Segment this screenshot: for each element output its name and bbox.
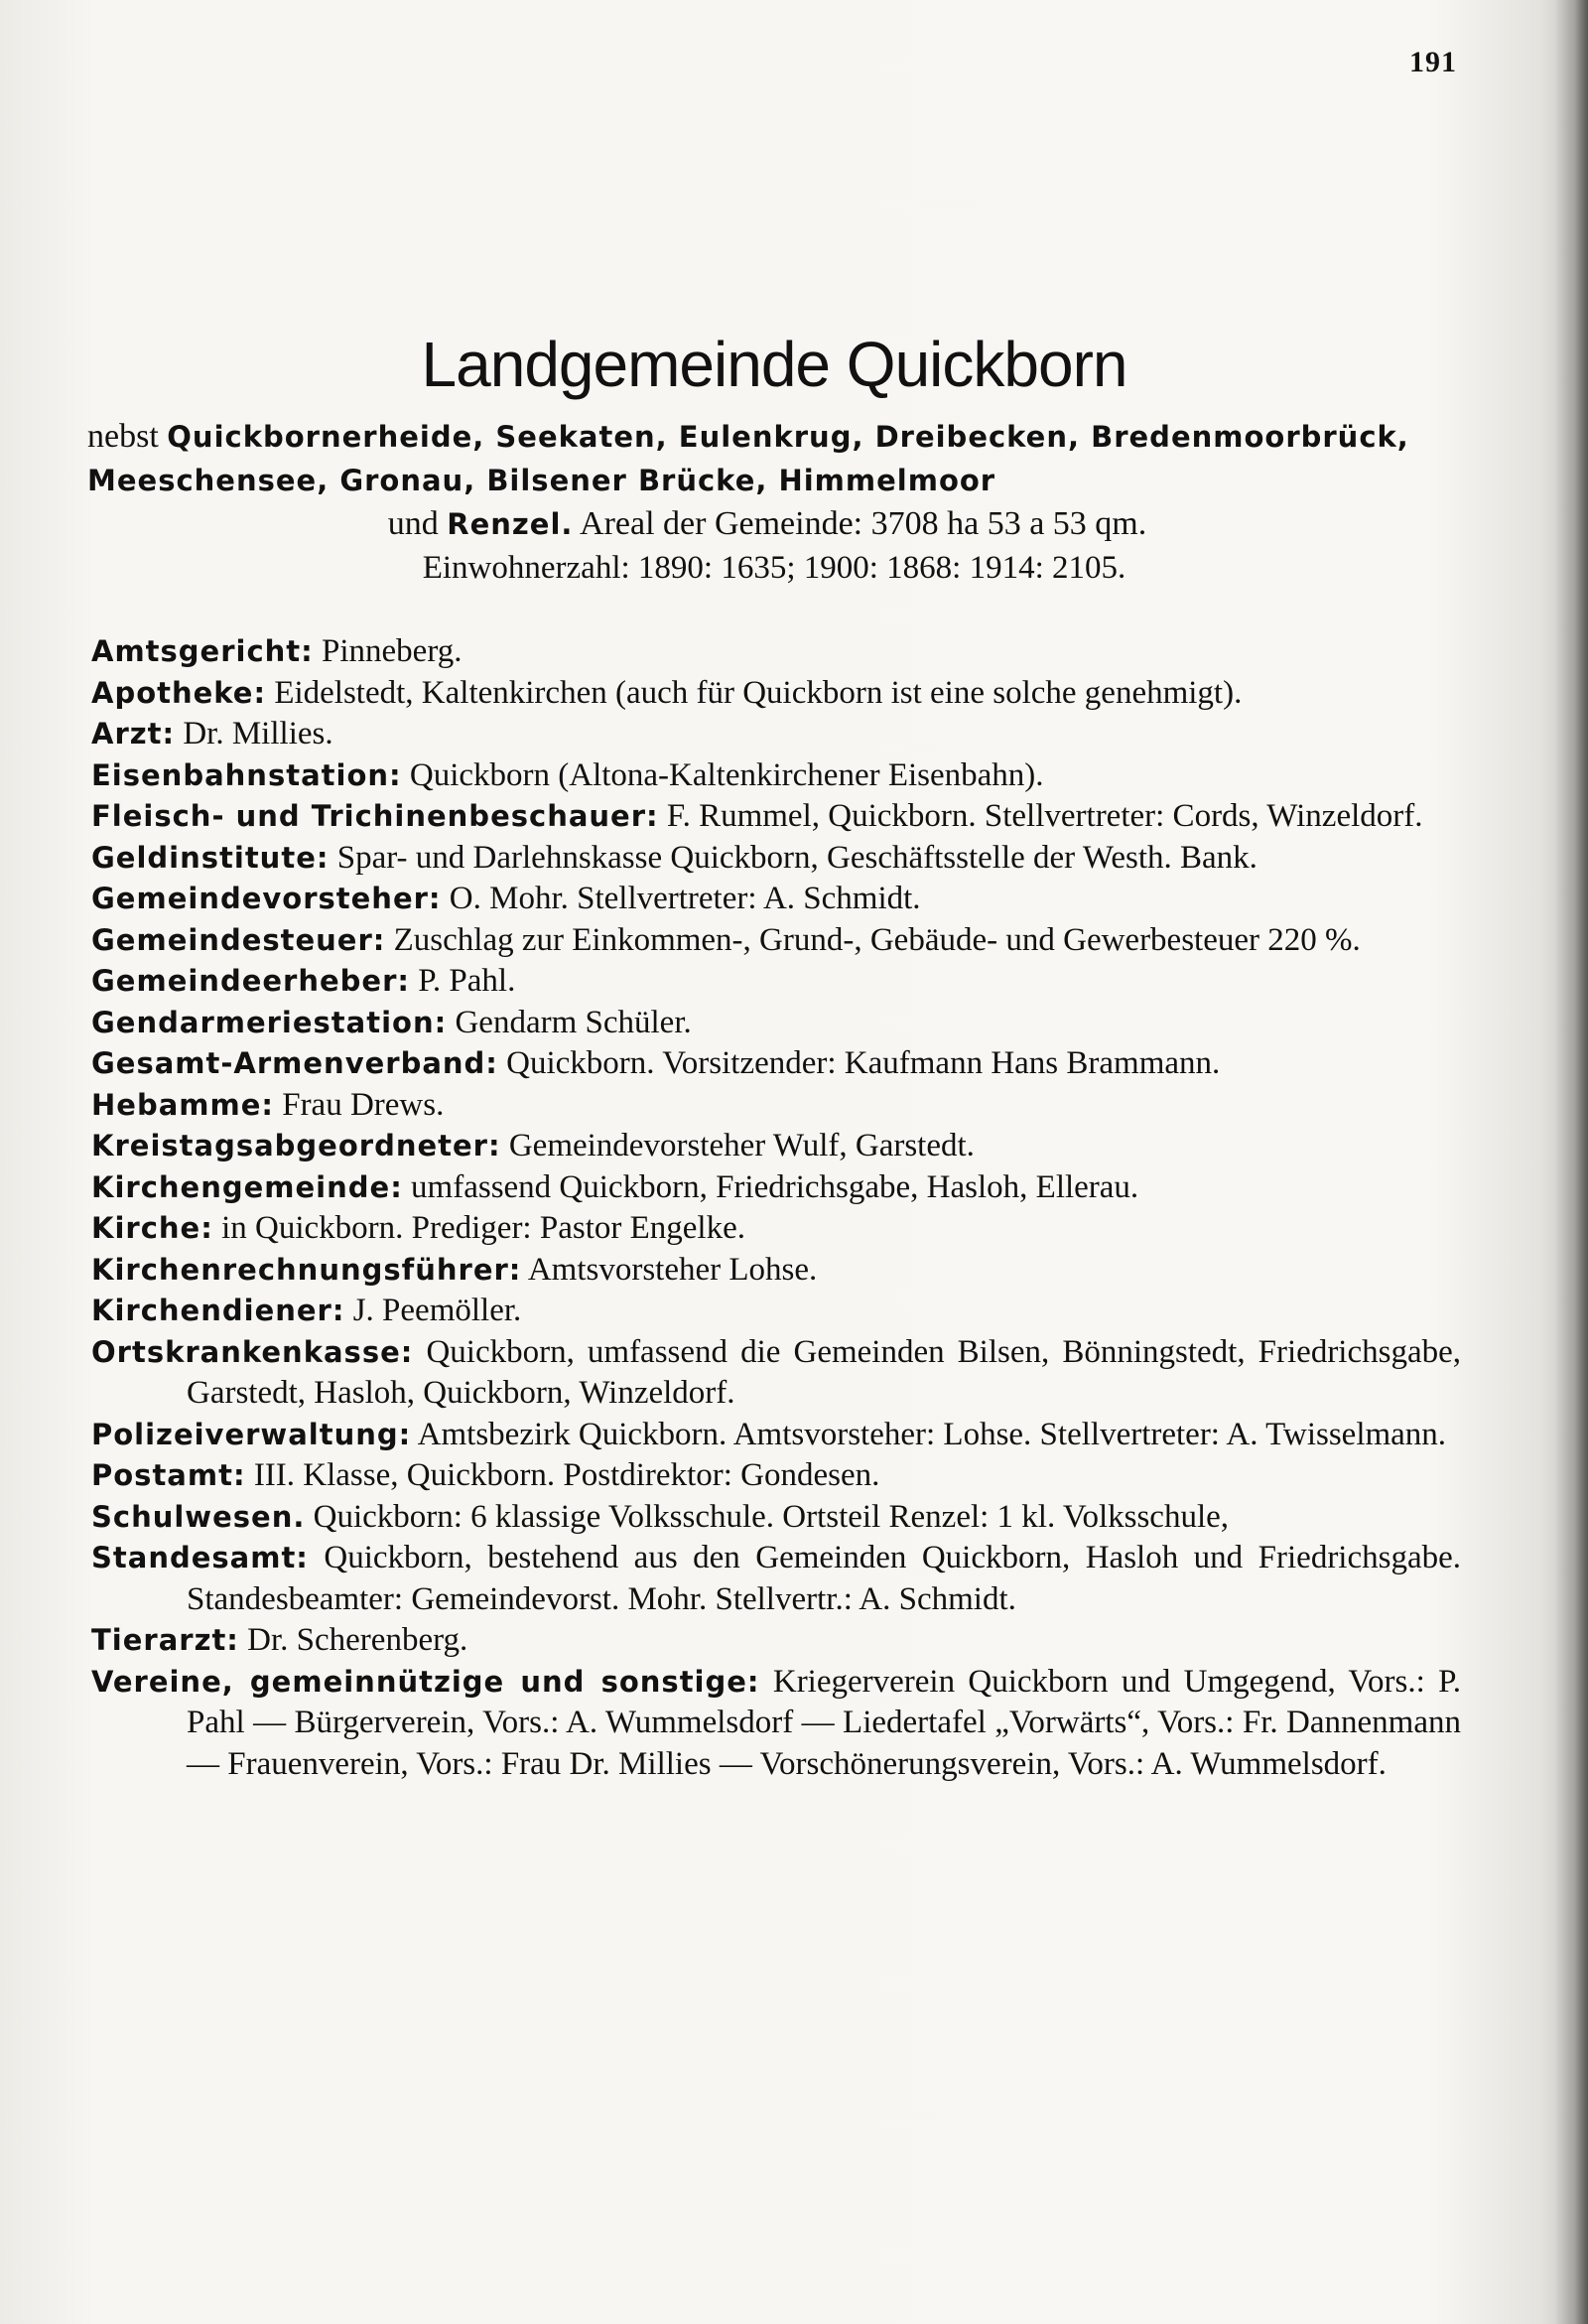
entry-label: Kirchendiener: xyxy=(91,1294,345,1327)
entry-standesamt xyxy=(91,1538,1461,1620)
entry-text: P. Pahl. xyxy=(418,963,516,999)
entry-text: Quickborn (Altona-Kaltenkirchener Eisenbahn). xyxy=(409,756,1044,793)
entry-hebamme xyxy=(91,1085,1461,1127)
entry-text: Kriegerverein Quickborn und Umgegend, Vors.: P. Pahl — Bürgerverein, Vors.: A. Wummelsdorf — Liedertafel „Vorwärts“, Vors.: Fr. Dannenmann — Frauenverein, Vors.: Frau Dr. Millies — Vorschönerungsverein, Vors.: A. Wummelsdorf. xyxy=(187,1663,1462,1782)
directory-entries xyxy=(91,631,1461,1785)
entry-label: Gemeindesteuer: xyxy=(91,922,386,957)
entry-text: Spar- und Darlehnskasse Quickborn, Geschäftsstelle der Westh. Bank. xyxy=(336,839,1257,876)
entry-label: Hebamme: xyxy=(91,1087,274,1122)
entry-vereine xyxy=(91,1662,1461,1786)
entry-text: Dr. Millies. xyxy=(183,716,333,752)
entry-ortskrankenkasse xyxy=(91,1332,1461,1415)
intro-last-place: Renzel. xyxy=(447,507,574,541)
entry-label: Schulwesen. xyxy=(91,1499,306,1534)
entry-kreistagsabgeordneter xyxy=(91,1126,1461,1167)
entry-text: Frau Drews. xyxy=(282,1086,445,1123)
entry-text: III. Klasse, Quickborn. Postdirektor: Gondesen. xyxy=(253,1457,880,1493)
entry-text: Pinneberg. xyxy=(322,633,463,669)
entry-text: J. Peemöller. xyxy=(352,1293,522,1328)
entry-text: Amtsbezirk Quickborn. Amtsvorsteher: Lohse. Stellvertreter: A. Twisselmann. xyxy=(417,1416,1447,1452)
entry-polizeiverwaltung xyxy=(91,1415,1461,1456)
entry-label: Polizeiverwaltung: xyxy=(91,1417,412,1451)
population-line: Einwohnerzahl: 1890: 1635; 1900: 1868: 1914: 2105. xyxy=(422,550,1126,586)
page-title: Landgemeinde Quickborn xyxy=(421,329,1127,400)
entry-label: Amtsgericht: xyxy=(91,634,314,668)
entry-kirchenrechnungsfuehrer xyxy=(91,1250,1461,1292)
entry-label: Apotheke: xyxy=(91,675,267,710)
entry-text: O. Mohr. Stellvertreter: A. Schmidt. xyxy=(449,881,921,916)
entry-kirche xyxy=(91,1208,1461,1250)
intro-area: Areal der Gemeinde: 3708 ha 53 a 53 qm. xyxy=(580,505,1147,542)
intro-connector: und xyxy=(387,505,439,542)
entry-label: Fleisch- und Trichinenbeschauer: xyxy=(91,799,659,833)
entry-text: Zuschlag zur Einkommen-, Grund-, Gebäude- und Gewerbesteuer 220 %. xyxy=(393,921,1361,958)
entry-text: in Quickborn. Prediger: Pastor Engelke. xyxy=(221,1210,745,1246)
entry-label: Vereine, gemeinnützige und sonstige: xyxy=(91,1664,760,1699)
entry-label: Kirchengemeinde: xyxy=(91,1169,403,1204)
entry-eisenbahnstation xyxy=(91,755,1461,797)
entry-label: Kirchenrechnungsführer: xyxy=(91,1252,522,1287)
entry-text: Dr. Scherenberg. xyxy=(247,1622,468,1658)
entry-label: Standesamt: xyxy=(91,1541,309,1574)
entry-text: F. Rummel, Quickborn. Stellvertreter: Cords, Winzeldorf. xyxy=(666,798,1423,834)
entry-label: Gemeindeerheber: xyxy=(91,964,410,998)
intro-places: Quickbornerheide, Seekaten, Eulenkrug, Dreibecken, Bredenmoorbrück, Meeschensee, Gronau, Bilsener Brücke, Himmelmoor xyxy=(87,420,1409,497)
entry-label: Arzt: xyxy=(91,717,176,751)
page-number: 191 xyxy=(1409,46,1457,78)
entry-gemeindevorsteher xyxy=(91,879,1461,920)
entry-text: umfassend Quickborn, Friedrichsgabe, Hasloh, Ellerau. xyxy=(411,1168,1139,1205)
entry-text: Gendarm Schüler. xyxy=(455,1004,692,1040)
entry-label: Postamt: xyxy=(91,1458,246,1492)
entry-label: Kreistagsabgeordneter: xyxy=(91,1129,501,1162)
entry-text: Quickborn, umfassend die Gemeinden Bilsen, Bönningstedt, Friedrichsgabe, Garstedt, Hasloh, Quickborn, Winzeldorf. xyxy=(187,1333,1462,1411)
entry-gemeindesteuer xyxy=(91,920,1461,962)
entry-gendarmeriestation xyxy=(91,1003,1461,1044)
entry-label: Gesamt-Armenverband: xyxy=(91,1046,498,1080)
entry-label: Gemeindevorsteher: xyxy=(91,882,442,915)
entry-label: Tierarzt: xyxy=(91,1623,239,1657)
entry-label: Ortskrankenkasse: xyxy=(91,1334,414,1369)
entry-apotheke xyxy=(91,673,1461,715)
entry-amtsgericht xyxy=(91,631,1461,673)
entry-label: Eisenbahnstation: xyxy=(91,757,402,792)
intro-last-line xyxy=(87,502,1447,546)
binding-shadow xyxy=(1554,0,1588,2324)
entry-armenverband xyxy=(91,1043,1461,1085)
entry-label: Gendarmeriestation: xyxy=(91,1005,448,1039)
entry-label: Geldinstitute: xyxy=(91,840,330,875)
entry-fleischbeschauer xyxy=(91,796,1461,838)
entry-text: Quickborn. Vorsitzender: Kaufmann Hans Brammann. xyxy=(506,1045,1221,1081)
entry-label: Kirche: xyxy=(91,1211,213,1245)
entry-tierarzt xyxy=(91,1620,1461,1662)
entry-text: Eidelstedt, Kaltenkirchen (auch für Quickborn ist eine solche genehmigt). xyxy=(274,674,1243,711)
entry-kirchengemeinde xyxy=(91,1167,1461,1209)
intro-prefix: nebst xyxy=(87,418,159,455)
entry-schulwesen xyxy=(91,1497,1461,1539)
intro-paragraph xyxy=(87,415,1447,546)
entry-text: Gemeindevorsteher Wulf, Garstedt. xyxy=(508,1128,975,1163)
entry-text: Quickborn: 6 klassige Volksschule. Ortsteil Renzel: 1 kl. Volksschule, xyxy=(313,1498,1230,1535)
entry-kirchendiener xyxy=(91,1291,1461,1332)
entry-arzt xyxy=(91,714,1461,755)
entry-gemeindeerheber xyxy=(91,961,1461,1003)
entry-text: Amtsvorsteher Lohse. xyxy=(527,1251,818,1288)
entry-postamt xyxy=(91,1455,1461,1497)
entry-text: Quickborn, bestehend aus den Gemeinden Quickborn, Hasloh und Friedrichsgabe. Standesbeamter: Gemeindevorst. Mohr. Stellvertr.: A. Schmidt. xyxy=(187,1540,1462,1617)
entry-geldinstitute xyxy=(91,838,1461,880)
